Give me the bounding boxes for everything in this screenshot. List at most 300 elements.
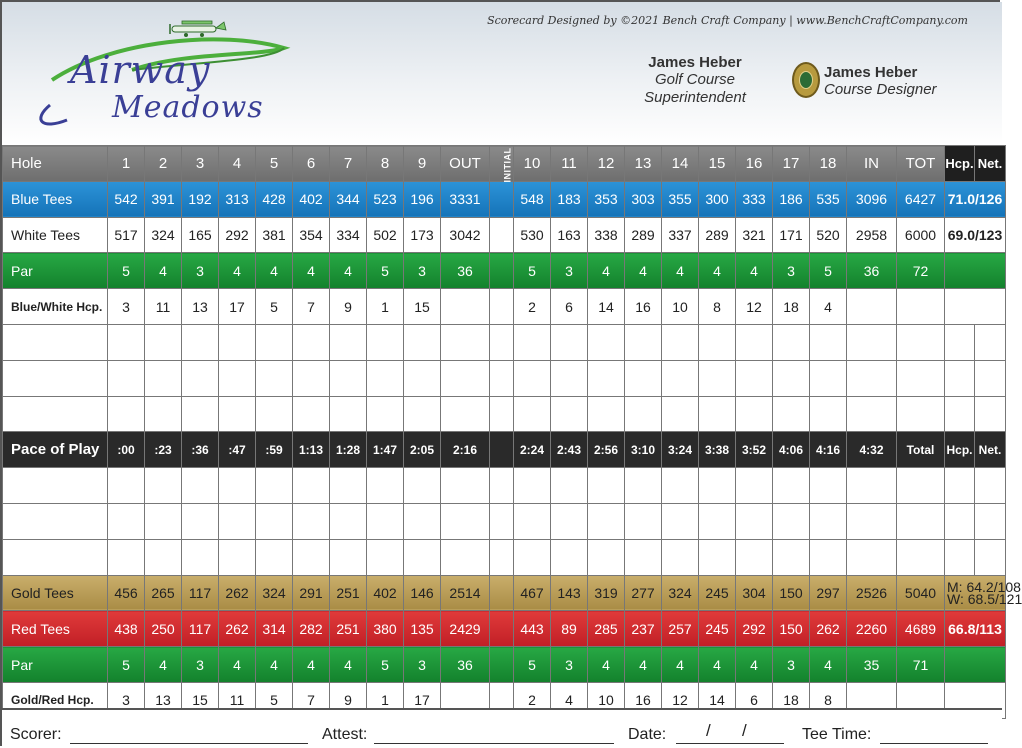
score-cell[interactable] (810, 539, 847, 575)
total-score-cell[interactable] (897, 396, 945, 432)
blue-white-handicap-row (3, 289, 1006, 325)
score-cell[interactable] (662, 539, 699, 575)
score-cell[interactable] (367, 360, 404, 396)
score-cell[interactable] (182, 539, 219, 575)
net-score-cell[interactable] (975, 468, 1006, 504)
in-cell: 4:32 (847, 432, 897, 468)
handicap-score-cell[interactable] (945, 396, 975, 432)
date-slash-2: / (742, 721, 747, 740)
hole-7-cell: 251 (330, 611, 367, 647)
hole-16-cell: 321 (736, 217, 773, 253)
score-cell[interactable] (736, 360, 773, 396)
score-cell[interactable] (404, 396, 441, 432)
out-score-cell[interactable] (441, 324, 490, 360)
hole-14-cell: 10 (662, 289, 699, 325)
hole-8-cell: 5 (367, 253, 404, 289)
hole-14-cell: 12 (662, 682, 699, 718)
hole-18-cell: 4 (810, 289, 847, 325)
score-cell[interactable] (514, 539, 551, 575)
score-cell[interactable] (773, 396, 810, 432)
score-cell[interactable] (404, 503, 441, 539)
designer-name: James Heber (824, 64, 918, 81)
hole-3-cell: 165 (182, 217, 219, 253)
superintendent-name: James Heber (648, 54, 742, 71)
score-cell[interactable] (773, 539, 810, 575)
course-rating-cell: 69.0/123 (945, 217, 1006, 253)
in-score-cell[interactable] (847, 396, 897, 432)
in-score-cell[interactable] (847, 539, 897, 575)
hole-5-cell: 4 (256, 647, 293, 683)
score-cell[interactable] (514, 396, 551, 432)
hole-14-cell: 4 (662, 253, 699, 289)
in-cell: 36 (847, 253, 897, 289)
score-cell[interactable] (588, 539, 625, 575)
attest-line[interactable] (374, 743, 614, 744)
hole-14-cell: 4 (662, 647, 699, 683)
score-cell[interactable] (367, 468, 404, 504)
score-cell[interactable] (330, 539, 367, 575)
score-cell[interactable] (773, 324, 810, 360)
out-cell: 3331 (441, 181, 490, 217)
hole-17-cell: 18 (773, 289, 810, 325)
score-cell[interactable] (108, 539, 145, 575)
handicap-score-cell[interactable] (945, 503, 975, 539)
hole-9-cell: 3 (404, 253, 441, 289)
score-cell[interactable] (256, 468, 293, 504)
out-cell: 2:16 (441, 432, 490, 468)
handicap-score-cell[interactable] (945, 324, 975, 360)
row-label: Hole (3, 146, 108, 182)
net-score-cell[interactable] (975, 324, 1006, 360)
date-line[interactable] (676, 743, 784, 744)
in-score-cell[interactable] (847, 468, 897, 504)
hole-15-cell: 3:38 (699, 432, 736, 468)
hole-7-cell: 251 (330, 575, 367, 611)
player-score-row-5 (3, 503, 1006, 539)
hole-12-cell: 285 (588, 611, 625, 647)
score-cell[interactable] (145, 396, 182, 432)
par-row-front (3, 253, 1006, 289)
hcp-header-cell: Hcp. (945, 432, 975, 468)
hole-2-cell: :23 (145, 432, 182, 468)
course-rating-cell (945, 575, 1022, 611)
in-score-cell[interactable] (847, 324, 897, 360)
score-cell[interactable] (551, 539, 588, 575)
initial-cell (490, 647, 514, 683)
hole-1-cell: 5 (108, 647, 145, 683)
hole-13-cell: 16 (625, 682, 662, 718)
score-cell[interactable] (810, 503, 847, 539)
score-cell[interactable] (810, 468, 847, 504)
in-score-cell[interactable] (847, 360, 897, 396)
in-cell: 2526 (847, 575, 897, 611)
score-cell[interactable] (736, 539, 773, 575)
score-cell[interactable] (182, 324, 219, 360)
player-name-cell[interactable] (3, 324, 108, 360)
score-cell[interactable] (404, 324, 441, 360)
score-cell[interactable] (108, 324, 145, 360)
score-cell[interactable] (514, 324, 551, 360)
hole-7-cell: 344 (330, 181, 367, 217)
hole-13-cell: 303 (625, 181, 662, 217)
score-cell[interactable] (293, 539, 330, 575)
score-cell[interactable] (588, 503, 625, 539)
score-cell[interactable] (293, 360, 330, 396)
score-cell[interactable] (256, 324, 293, 360)
score-cell[interactable] (145, 468, 182, 504)
scorer-line[interactable] (70, 743, 308, 744)
score-cell[interactable] (514, 503, 551, 539)
hole-3-cell: 192 (182, 181, 219, 217)
total-score-cell[interactable] (897, 324, 945, 360)
designer-block (824, 64, 949, 99)
hole-12-cell: 10 (588, 682, 625, 718)
hole-4-cell: 4 (219, 647, 256, 683)
score-cell[interactable] (219, 396, 256, 432)
score-cell[interactable] (699, 503, 736, 539)
score-cell[interactable] (293, 396, 330, 432)
hole-13-cell: 3:10 (625, 432, 662, 468)
initial-cell (490, 253, 514, 289)
score-cell[interactable] (588, 324, 625, 360)
score-cell[interactable] (773, 360, 810, 396)
hole-9-cell: 146 (404, 575, 441, 611)
hole-8-cell: 1 (367, 682, 404, 718)
net-score-cell[interactable] (975, 503, 1006, 539)
score-cell[interactable] (810, 324, 847, 360)
hole-3-cell: 3 (182, 146, 219, 182)
score-cell[interactable] (108, 468, 145, 504)
hole-13-cell: 289 (625, 217, 662, 253)
hole-8-cell: 502 (367, 217, 404, 253)
score-cell[interactable] (662, 503, 699, 539)
score-cell[interactable] (367, 539, 404, 575)
player-name-cell[interactable] (3, 396, 108, 432)
hole-12-cell: 4 (588, 253, 625, 289)
score-cell[interactable] (182, 468, 219, 504)
initial-cell (490, 432, 514, 468)
total-score-cell[interactable] (897, 468, 945, 504)
score-cell[interactable] (699, 360, 736, 396)
net-score-cell[interactable] (975, 360, 1006, 396)
out-score-cell[interactable] (441, 539, 490, 575)
hole-6-cell: 4 (293, 253, 330, 289)
hole-2-cell: 4 (145, 647, 182, 683)
hole-10-cell: 467 (514, 575, 551, 611)
hole-12-cell: 319 (588, 575, 625, 611)
total-cell: Total (897, 432, 945, 468)
hole-17-cell: 4:06 (773, 432, 810, 468)
handicap-score-cell[interactable] (945, 360, 975, 396)
score-cell[interactable] (810, 360, 847, 396)
score-cell[interactable] (625, 360, 662, 396)
score-cell[interactable] (514, 360, 551, 396)
hole-11-cell: 163 (551, 217, 588, 253)
score-cell[interactable] (551, 396, 588, 432)
initial-cell (490, 575, 514, 611)
hole-9-cell: 3 (404, 647, 441, 683)
score-cell[interactable] (588, 468, 625, 504)
score-cell[interactable] (219, 468, 256, 504)
hole-17-cell: 18 (773, 682, 810, 718)
hole-7-cell: 7 (330, 146, 367, 182)
score-cell[interactable] (145, 503, 182, 539)
net-score-cell[interactable] (975, 539, 1006, 575)
hole-14-cell: 324 (662, 575, 699, 611)
player-name-cell[interactable] (3, 468, 108, 504)
hole-3-cell: 15 (182, 682, 219, 718)
score-cell[interactable] (108, 360, 145, 396)
score-cell[interactable] (773, 503, 810, 539)
in-cell: 3096 (847, 181, 897, 217)
score-cell[interactable] (625, 468, 662, 504)
hole-18-cell: 297 (810, 575, 847, 611)
hole-4-cell: 292 (219, 217, 256, 253)
hole-15-cell: 8 (699, 289, 736, 325)
hole-2-cell: 13 (145, 682, 182, 718)
hole-9-cell: 135 (404, 611, 441, 647)
in-cell: IN (847, 146, 897, 182)
hole-6-cell: 4 (293, 647, 330, 683)
score-cell[interactable] (293, 468, 330, 504)
hole-2-cell: 250 (145, 611, 182, 647)
score-cell[interactable] (330, 324, 367, 360)
hole-8-cell: 1 (367, 289, 404, 325)
hcp-cell (945, 647, 1006, 683)
score-cell[interactable] (219, 503, 256, 539)
in-cell: 2958 (847, 217, 897, 253)
score-cell[interactable] (367, 396, 404, 432)
hole-12-cell: 2:56 (588, 432, 625, 468)
hole-10-cell: 530 (514, 217, 551, 253)
hole-9-cell: 2:05 (404, 432, 441, 468)
initial-cell[interactable] (490, 503, 514, 539)
tee-time-line[interactable] (880, 743, 988, 744)
score-cell[interactable] (256, 396, 293, 432)
score-cell[interactable] (625, 324, 662, 360)
total-score-cell[interactable] (897, 539, 945, 575)
row-label: White Tees (3, 217, 108, 253)
score-cell[interactable] (662, 396, 699, 432)
hole-14-cell: 14 (662, 146, 699, 182)
score-cell[interactable] (699, 324, 736, 360)
score-cell[interactable] (330, 503, 367, 539)
score-cell[interactable] (551, 360, 588, 396)
hole-5-cell: 4 (256, 253, 293, 289)
hole-15-cell: 4 (699, 253, 736, 289)
player-score-row-4 (3, 468, 1006, 504)
score-cell[interactable] (330, 468, 367, 504)
hole-15-cell: 14 (699, 682, 736, 718)
handicap-score-cell[interactable] (945, 468, 975, 504)
hole-6-cell: 354 (293, 217, 330, 253)
score-cell[interactable] (182, 360, 219, 396)
hole-7-cell: 9 (330, 289, 367, 325)
hole-11-cell: 143 (551, 575, 588, 611)
score-cell[interactable] (404, 468, 441, 504)
women-rating: W: 68.5/121 (947, 590, 1022, 607)
total-score-cell[interactable] (897, 503, 945, 539)
score-cell[interactable] (662, 360, 699, 396)
initial-cell[interactable] (490, 360, 514, 396)
player-name-cell[interactable] (3, 539, 108, 575)
initial-cell[interactable] (490, 539, 514, 575)
hole-10-cell: 2:24 (514, 432, 551, 468)
player-score-row-3 (3, 396, 1006, 432)
hole-row (3, 146, 1006, 182)
initial-cell (490, 146, 514, 182)
hole-14-cell: 257 (662, 611, 699, 647)
score-cell[interactable] (256, 539, 293, 575)
score-cell[interactable] (736, 324, 773, 360)
hole-14-cell: 355 (662, 181, 699, 217)
in-cell (847, 289, 897, 325)
total-cell: 6000 (897, 217, 945, 253)
hole-16-cell: 3:52 (736, 432, 773, 468)
score-cell[interactable] (219, 539, 256, 575)
in-cell: 2260 (847, 611, 897, 647)
hole-16-cell: 6 (736, 682, 773, 718)
score-cell[interactable] (367, 503, 404, 539)
hole-8-cell: 1:47 (367, 432, 404, 468)
hole-5-cell: 324 (256, 575, 293, 611)
initial-cell (490, 181, 514, 217)
hole-18-cell: 8 (810, 682, 847, 718)
hole-4-cell: 262 (219, 575, 256, 611)
score-cell[interactable] (330, 396, 367, 432)
signature-footer (2, 708, 1002, 748)
score-cell[interactable] (182, 503, 219, 539)
total-score-cell[interactable] (897, 360, 945, 396)
course-logo (22, 10, 322, 135)
hole-5-cell: 5 (256, 682, 293, 718)
score-cell[interactable] (145, 539, 182, 575)
hole-2-cell: 2 (145, 146, 182, 182)
hole-9-cell: 9 (404, 146, 441, 182)
hole-13-cell: 4 (625, 253, 662, 289)
hole-5-cell: 314 (256, 611, 293, 647)
hole-12-cell: 353 (588, 181, 625, 217)
hole-5-cell: 428 (256, 181, 293, 217)
initial-cell[interactable] (490, 468, 514, 504)
score-cell[interactable] (108, 503, 145, 539)
score-cell[interactable] (219, 324, 256, 360)
hole-12-cell: 14 (588, 289, 625, 325)
score-cell[interactable] (551, 468, 588, 504)
score-cell[interactable] (736, 468, 773, 504)
hole-11-cell: 11 (551, 146, 588, 182)
score-cell[interactable] (404, 539, 441, 575)
hole-3-cell: 117 (182, 611, 219, 647)
hole-17-cell: 17 (773, 146, 810, 182)
score-cell[interactable] (367, 324, 404, 360)
score-cell[interactable] (662, 468, 699, 504)
hole-1-cell: 517 (108, 217, 145, 253)
score-cell[interactable] (404, 360, 441, 396)
total-cell: 71 (897, 647, 945, 683)
score-cell[interactable] (625, 503, 662, 539)
score-cell[interactable] (145, 360, 182, 396)
hole-13-cell: 277 (625, 575, 662, 611)
in-score-cell[interactable] (847, 503, 897, 539)
player-name-cell[interactable] (3, 503, 108, 539)
player-name-cell[interactable] (3, 360, 108, 396)
score-cell[interactable] (293, 503, 330, 539)
score-cell[interactable] (625, 396, 662, 432)
score-cell[interactable] (736, 396, 773, 432)
out-score-cell[interactable] (441, 360, 490, 396)
score-cell[interactable] (736, 503, 773, 539)
superintendent-title-line1: Golf Course (654, 71, 736, 88)
score-cell[interactable] (588, 360, 625, 396)
out-score-cell[interactable] (441, 396, 490, 432)
score-cell[interactable] (108, 396, 145, 432)
hole-16-cell: 304 (736, 575, 773, 611)
initial-cell[interactable] (490, 396, 514, 432)
score-cell[interactable] (256, 503, 293, 539)
out-score-cell[interactable] (441, 468, 490, 504)
hole-12-cell: 338 (588, 217, 625, 253)
hole-17-cell: 186 (773, 181, 810, 217)
score-cell[interactable] (514, 468, 551, 504)
score-cell[interactable] (699, 468, 736, 504)
score-cell[interactable] (773, 468, 810, 504)
hole-3-cell: :36 (182, 432, 219, 468)
score-cell[interactable] (182, 396, 219, 432)
score-cell[interactable] (588, 396, 625, 432)
net-header-cell: Net. (975, 432, 1006, 468)
hole-5-cell: 5 (256, 289, 293, 325)
row-label: Gold/Red Hcp. (3, 682, 108, 718)
hole-2-cell: 265 (145, 575, 182, 611)
row-label: Blue Tees (3, 181, 108, 217)
score-cell[interactable] (219, 360, 256, 396)
association-seal-icon (792, 62, 820, 98)
score-cell[interactable] (810, 396, 847, 432)
white-tees-row (3, 217, 1006, 253)
score-cell[interactable] (145, 324, 182, 360)
hole-10-cell: 2 (514, 682, 551, 718)
hole-8-cell: 523 (367, 181, 404, 217)
out-score-cell[interactable] (441, 503, 490, 539)
hole-17-cell: 3 (773, 253, 810, 289)
initial-cell[interactable] (490, 324, 514, 360)
player-score-row-6 (3, 539, 1006, 575)
hcp-cell (945, 289, 1006, 325)
score-cell[interactable] (293, 324, 330, 360)
score-cell[interactable] (551, 324, 588, 360)
score-cell[interactable] (699, 539, 736, 575)
hole-12-cell: 4 (588, 647, 625, 683)
handicap-score-cell[interactable] (945, 539, 975, 575)
hole-16-cell: 16 (736, 146, 773, 182)
hole-8-cell: 8 (367, 146, 404, 182)
total-cell (897, 289, 945, 325)
net-score-cell[interactable] (975, 396, 1006, 432)
hole-10-cell: 2 (514, 289, 551, 325)
hole-18-cell: 4 (810, 647, 847, 683)
hole-10-cell: 548 (514, 181, 551, 217)
score-cell[interactable] (551, 503, 588, 539)
score-cell[interactable] (256, 360, 293, 396)
initial-cell (490, 611, 514, 647)
score-cell[interactable] (625, 539, 662, 575)
hole-4-cell: 262 (219, 611, 256, 647)
hole-5-cell: 381 (256, 217, 293, 253)
score-cell[interactable] (330, 360, 367, 396)
score-cell[interactable] (699, 396, 736, 432)
score-cell[interactable] (662, 324, 699, 360)
